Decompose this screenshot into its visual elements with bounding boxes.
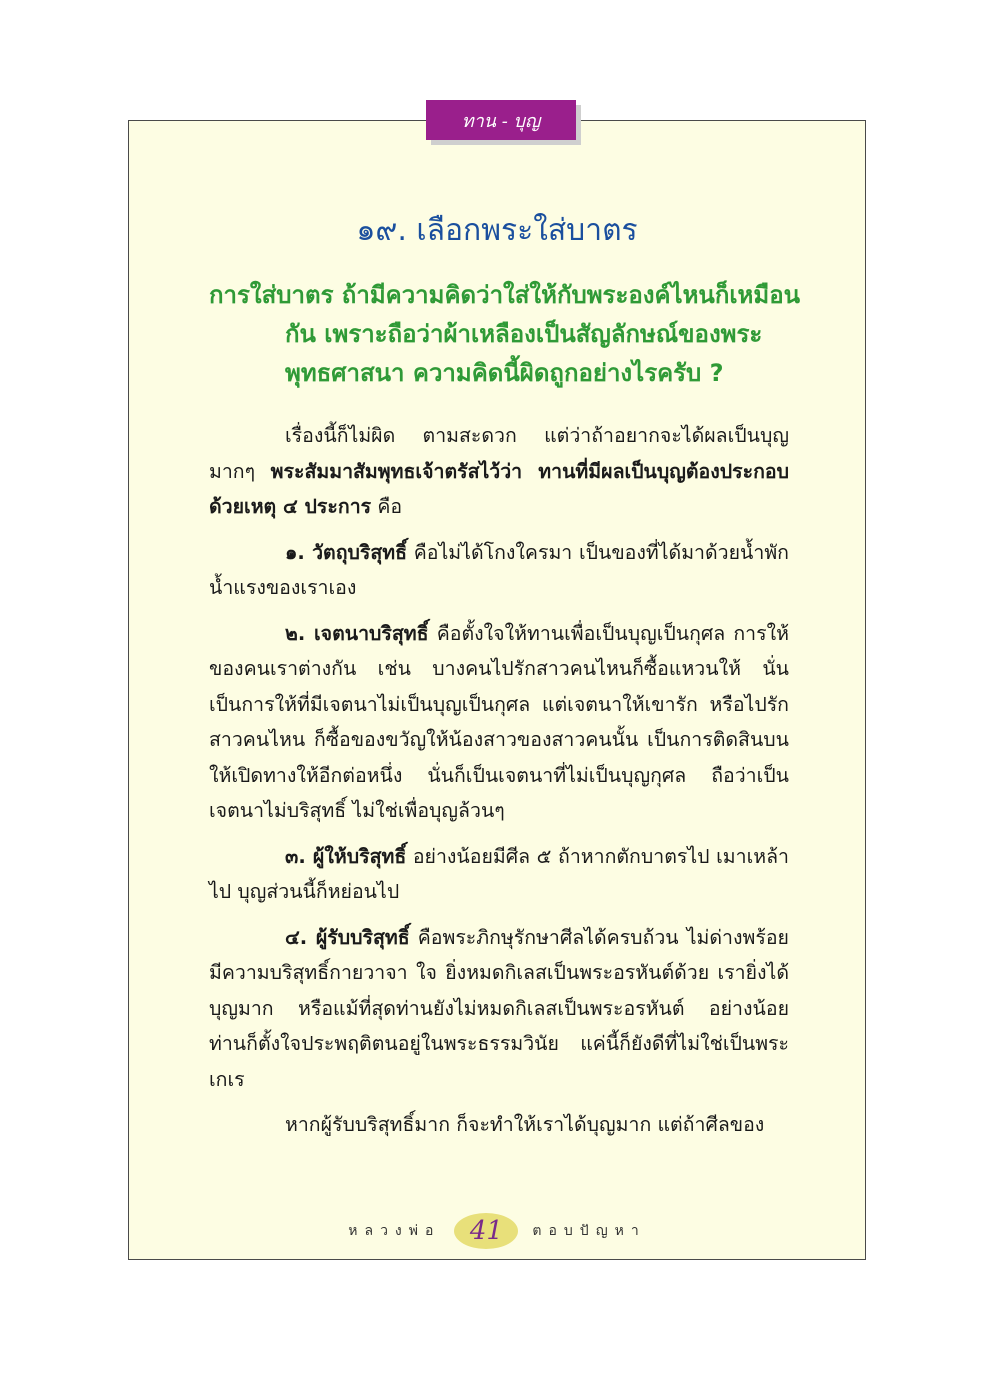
paragraph-text: คือตั้งใจให้ทานเพื่อเป็นบุญเป็นกุศล การให้ของคนเราต่างกัน เช่น บางคนไปรักสาวคนไหนก็ซื้อแหวนให้ นั่นเป็นการให้ที่มีเจตนาไม่เป็นบุญเป็นกุศล แต่เจตนาให้เขารัก หรือไปรักสาวคนไหน ก็ซื้อของขวัญให้น้องสาวของสาวคนนั้น เป็นการติดสินบนให้เปิดทางให้อีกต่อหนึ่ง นั่นก็เป็นเจตนาที่ไม่เป็นบุญกุศล ถือว่าเป็นเจตนาไม่บริสุทธิ์ ไม่ใช่เพื่อบุญล้วนๆ xyxy=(209,621,789,822)
answer-body xyxy=(209,418,789,1153)
question-block xyxy=(209,276,799,393)
chapter-title: ๑๙. เลือกพระใส่บาตร xyxy=(356,213,638,248)
paragraph xyxy=(209,920,789,1098)
footer-right-text: ตอบปัญหา xyxy=(532,1223,646,1239)
paragraph xyxy=(209,418,789,525)
paragraph xyxy=(209,1107,789,1143)
item-heading: ๓. ผู้ให้บริสุทธิ์ xyxy=(285,844,407,868)
paragraph xyxy=(209,839,789,910)
paragraph-text: คือไม่ได้โกงใครมา เป็นของที่ได้มาด้วยน้ำพักน้ำแรงของเราเอง xyxy=(209,540,789,599)
question-line: กัน เพราะถือว่าผ้าเหลืองเป็นสัญลักษณ์ของพระ xyxy=(285,320,763,348)
page-number: 41 xyxy=(454,1213,518,1249)
paragraph-text: เรื่องนี้ก็ไม่ผิด ตามสะดวก แต่ว่าถ้าอยากจะได้ผลเป็นบุญมากๆ xyxy=(209,424,789,483)
paragraph-text: คือพระภิกษุรักษาศีลได้ครบถ้วน ไม่ด่างพร้อย มีความบริสุทธิ์กายวาจา ใจ ยิ่งหมดกิเลสเป็นพระอรหันต์ด้วย เรายิ่งได้บุญมาก หรือแม้ที่สุดท่านยังไม่หมดกิเลสเป็นพระอรหันต์ อย่างน้อยท่านก็ตั้งใจประพฤติตนอยู่ในพระธรรมวินัย แค่นี้ก็ยังดีที่ไม่ใช่เป็นพระเกเร xyxy=(209,925,789,1091)
item-heading: ๑. วัตถุบริสุทธิ์ xyxy=(285,540,408,564)
paragraph-text: อย่างน้อยมีศีล ๕ ถ้าหากตักบาตรไป เมาเหล้าไป บุญส่วนนี้ก็หย่อนไป xyxy=(209,844,789,903)
paragraph-text: หากผู้รับบริสุทธิ์มาก ก็จะทำให้เราได้บุญมาก แต่ถ้าศีลของ xyxy=(285,1113,765,1136)
question-line: พุทธศาสนา ความคิดนี้ผิดถูกอย่างไรครับ ? xyxy=(285,359,724,387)
item-heading: ๔. ผู้รับบริสุทธิ์ xyxy=(285,925,410,949)
page-footer xyxy=(128,1213,866,1249)
footer-left-text: หลวงพ่อ xyxy=(348,1223,441,1239)
paragraph xyxy=(209,616,789,829)
emphasis-text: พระสัมมาสัมพุทธเจ้าตรัสไว้ว่า ทานที่มีผลเป็นบุญต้องประกอบด้วยเหตุ ๔ ประการ xyxy=(209,459,789,518)
section-tab: ทาน - บุญ xyxy=(426,100,576,140)
question-line: การใส่บาตร ถ้ามีความคิดว่าใส่ให้กับพระองค์ไหนก็เหมือน xyxy=(209,281,801,309)
paragraph xyxy=(209,535,789,606)
paragraph-text: คือ xyxy=(371,495,403,518)
item-heading: ๒. เจตนาบริสุทธิ์ xyxy=(285,621,429,645)
